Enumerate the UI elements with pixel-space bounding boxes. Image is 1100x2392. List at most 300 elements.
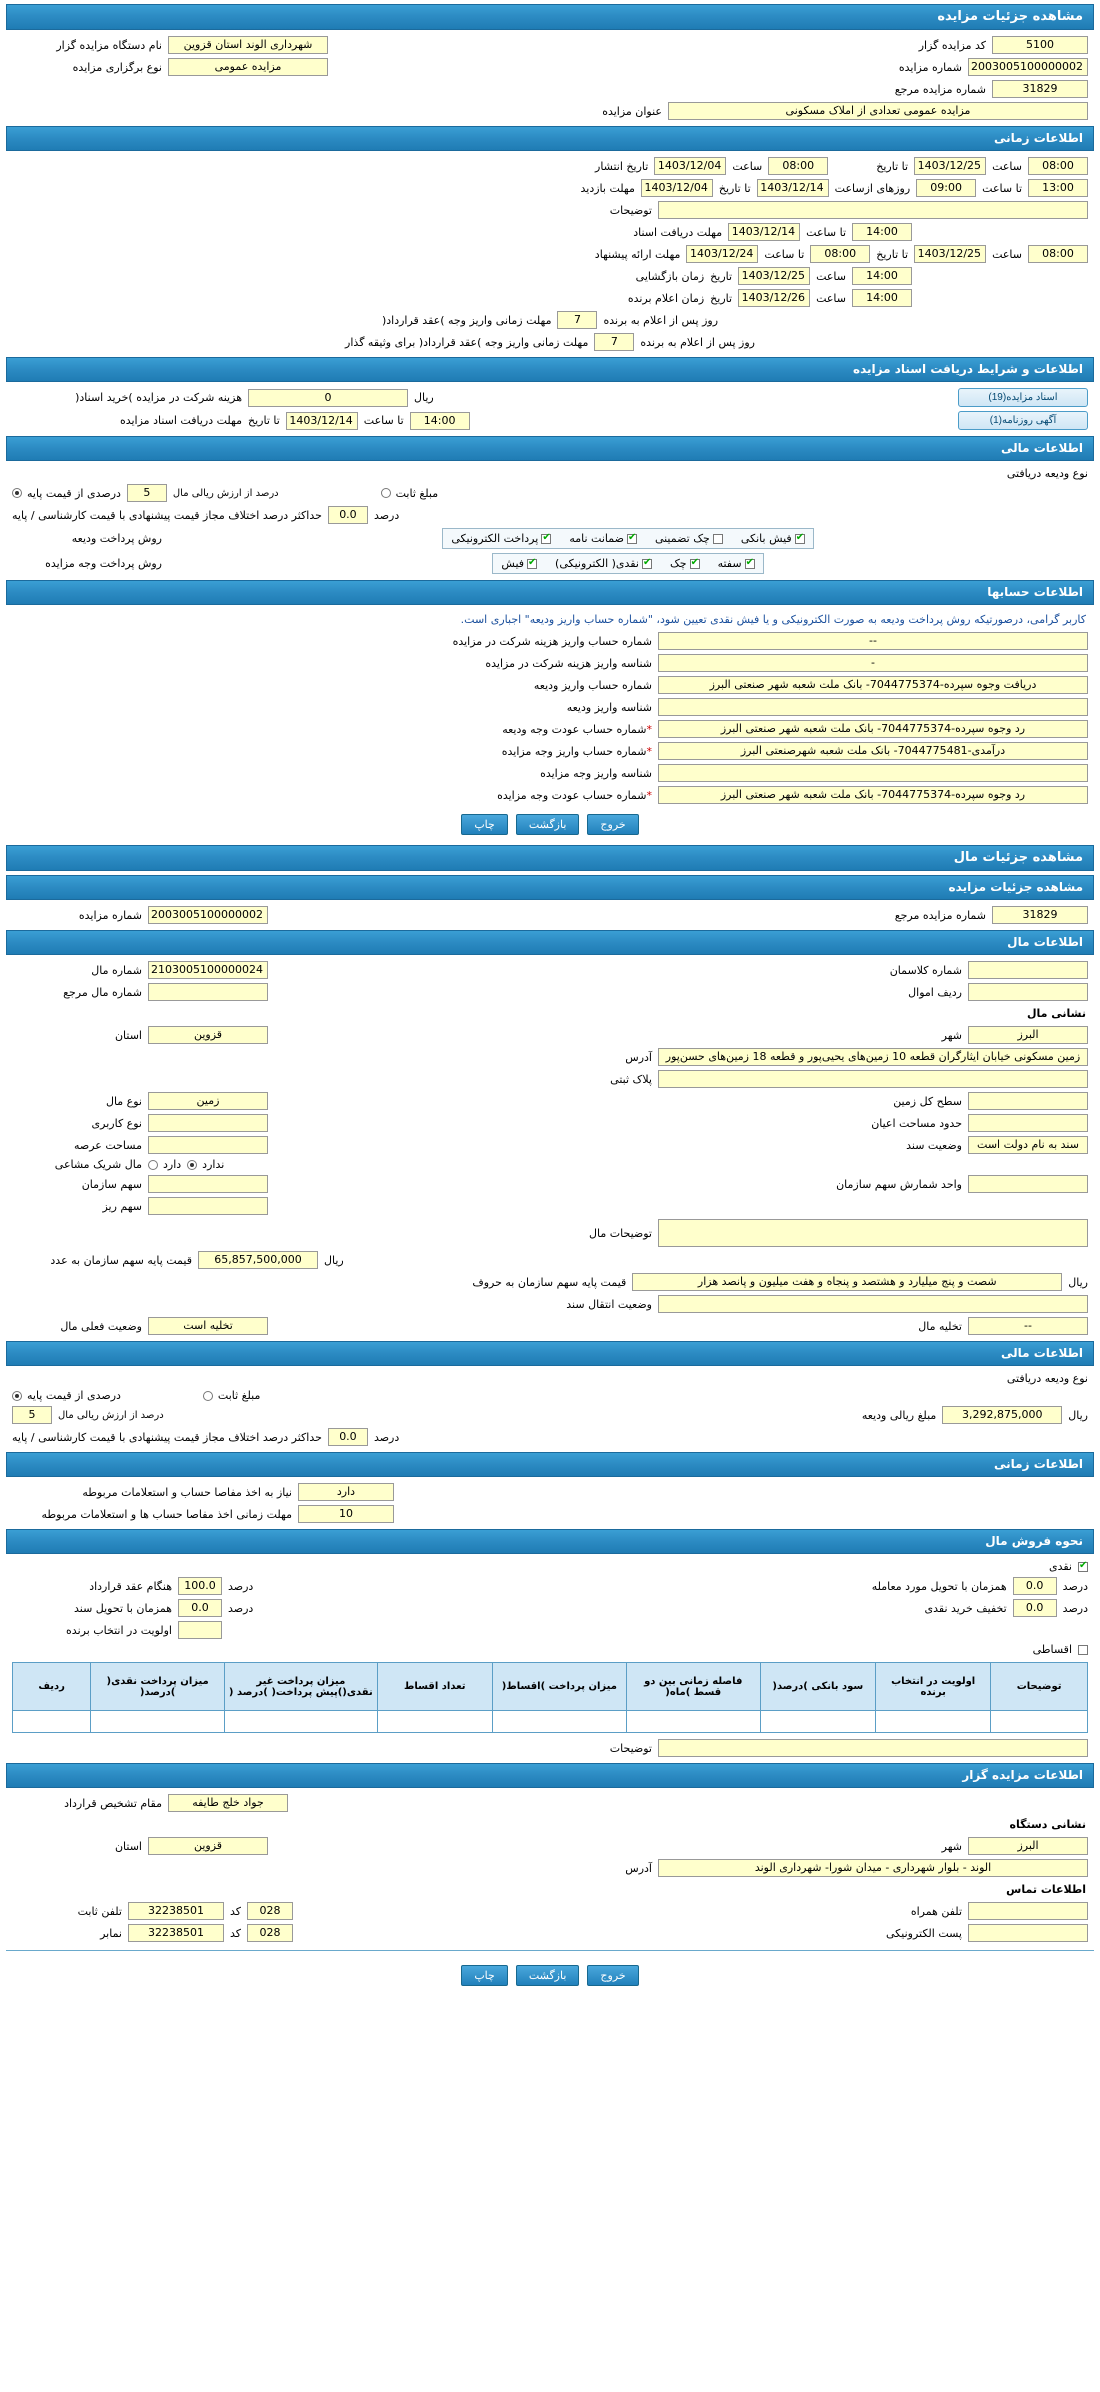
payment-method-row (6, 551, 1094, 576)
payment-method-cash-electronic[interactable] (555, 557, 652, 570)
section-header-property-details: مشاهده جزئیات مال (6, 845, 1094, 871)
cash-label: نقدی (1048, 1560, 1072, 1573)
priority-row (6, 1619, 1094, 1641)
account-value-0[interactable]: -- (658, 632, 1088, 650)
page-root (0, 4, 1100, 2004)
cell-desc (991, 1711, 1088, 1733)
docs-deadline-date-label: تا تاریخ (248, 414, 280, 427)
contract-row (6, 1575, 1094, 1597)
docs-deadline-label: مهلت دریافت اسناد مزایده (119, 414, 242, 427)
deposit-amount-currency: ریال (1068, 1408, 1088, 1422)
cell-priority (876, 1711, 991, 1733)
th-cash-payment: میزان پرداخت نقدی( )درصد( (91, 1663, 225, 1711)
back-button-bottom[interactable]: بازگشت (516, 1965, 580, 1986)
open-date[interactable]: 1403/12/25 (738, 267, 810, 285)
payment-method-check[interactable] (670, 557, 700, 570)
account-label-7: *شماره حساب عودت وجه مزایده (497, 788, 652, 802)
submit-to-hour[interactable]: 08:00 (810, 245, 870, 263)
cell-index (13, 1711, 91, 1733)
contract-value[interactable]: 100.0 (178, 1577, 222, 1595)
deposit-percent-row-2 (6, 1387, 1094, 1404)
table-row (13, 1711, 1088, 1733)
property-ref-label: شماره مال مرجع (63, 985, 142, 999)
property-basepricewords-label: قیمت پایه سهم سازمان به حروف (472, 1275, 627, 1289)
submit-until-date[interactable]: 1403/12/25 (914, 245, 986, 263)
property-number-value[interactable]: 2103005100000024 (148, 961, 268, 979)
property-evacuation-value[interactable]: -- (968, 1317, 1088, 1335)
account-value-3[interactable] (658, 698, 1088, 716)
deposit-method-group (442, 528, 813, 549)
property-desc-row (6, 1217, 1094, 1249)
auction-ref-value[interactable]: 31829 (992, 80, 1088, 98)
max-diff-unit: درصد (373, 508, 400, 522)
property-city-value[interactable]: البرز (968, 1026, 1088, 1044)
email-value[interactable] (968, 1924, 1088, 1942)
receive-row (6, 221, 1094, 243)
max-diff-label-2: حداکثر درصد اختلاف مجاز قیمت پیشنهادی با قیمت کارشناسی / پایه (12, 1430, 322, 1444)
payment-method-promissory[interactable] (718, 557, 755, 570)
auction-type-label: نوع برگزاری مزایده (72, 60, 162, 74)
account-row-7 (6, 784, 1094, 806)
fixed-amount-radio[interactable] (381, 488, 391, 498)
property-transferstatus-value[interactable] (658, 1295, 1088, 1313)
deposit-method-guarantee-letter[interactable] (569, 532, 637, 545)
account-label-2: شماره حساب واریز ودیعه (533, 678, 652, 692)
th-priority: اولویت در انتخاب برنده (876, 1663, 991, 1711)
publish-date[interactable]: 1403/12/04 (654, 157, 726, 175)
shared-none-option[interactable] (187, 1158, 224, 1171)
fixed-amount-option[interactable] (381, 487, 438, 500)
auction-number-value-2[interactable]: 2003005100000002 (148, 906, 268, 924)
delivery-value[interactable]: 0.0 (1013, 1577, 1057, 1595)
percent-base-radio[interactable] (12, 488, 22, 498)
visit-to-hour[interactable]: 13:00 (1028, 179, 1088, 197)
device-address-heading: نشانی دستگاه (1009, 1818, 1086, 1831)
priority-label: اولویت در انتخاب برنده (66, 1623, 172, 1637)
property-number-label: شماره مال (91, 963, 142, 977)
account-label-4-text: شماره حساب عودت وجه ودیعه (502, 722, 647, 736)
fax-value[interactable]: 32238501 (128, 1924, 224, 1942)
submit-date[interactable]: 1403/12/24 (686, 245, 758, 263)
property-postal-row (6, 1068, 1094, 1090)
property-orgshare-label: سهم سازمان (81, 1177, 142, 1191)
account-row-3 (6, 696, 1094, 718)
deposit-deadline-row (6, 309, 1094, 331)
authority-value[interactable]: جواد خلج طایفه (168, 1794, 288, 1812)
winner-label: زمان اعلام برنده (627, 291, 705, 305)
publish-until-hour[interactable]: 08:00 (1028, 157, 1088, 175)
auction-ref-label: شماره مزایده مرجع (894, 82, 986, 96)
receive-date[interactable]: 1403/12/14 (728, 223, 800, 241)
property-usage-value[interactable] (148, 1114, 268, 1132)
print-button-bottom[interactable]: چاپ (461, 1965, 508, 1986)
auctioneer-address-label: آدرس (625, 1861, 652, 1875)
back-button-top[interactable]: بازگشت (516, 814, 580, 835)
property-postal-label: پلاک ثبتی (610, 1072, 652, 1086)
account-label-3: شناسه واریز ودیعه (566, 700, 652, 714)
property-currentstatus-value[interactable]: تخلیه است (148, 1317, 268, 1335)
bank-receipt-label: فیش بانکی (740, 532, 792, 545)
exit-button-bottom[interactable]: خروج (587, 1965, 638, 1986)
max-diff-value-2[interactable]: 0.0 (328, 1428, 368, 1446)
max-diff-unit-2: درصد (373, 1430, 400, 1444)
auction-sub-row (6, 904, 1094, 926)
fixed-amount-label: مبلغ ثابت (395, 486, 439, 500)
authority-row (6, 1792, 1094, 1814)
sale-desc-value[interactable] (658, 1739, 1088, 1757)
percent-base-label: درصدی از قیمت پایه (27, 486, 121, 500)
submit-row (6, 243, 1094, 265)
open-hour[interactable]: 14:00 (852, 267, 912, 285)
deposit-deadline-value[interactable]: 7 (557, 311, 597, 329)
print-button-top[interactable]: چاپ (461, 814, 508, 835)
fixed-amount-label-2: مبلغ ثابت (217, 1389, 261, 1402)
deposit-percent-value-2[interactable]: 5 (12, 1406, 52, 1424)
account-value-4[interactable]: رد وجوه سپرده-7044775374- بانک ملت شعبه شهر صنعتی البرز (658, 720, 1088, 738)
deposit-method-guaranteed-check[interactable] (655, 532, 723, 545)
doc-value[interactable]: 0.0 (178, 1599, 222, 1617)
account-label-5-text: شماره حساب واریز وجه مزایده (501, 744, 647, 758)
check-checkbox[interactable] (690, 559, 700, 569)
property-baseprice-label: قیمت پایه سهم سازمان به عدد (50, 1253, 192, 1267)
property-docstatus-value[interactable]: سند به نام دولت است (968, 1136, 1088, 1154)
section-header-time-info: اطلاعات زمانی (6, 126, 1094, 151)
property-detailshare-row (6, 1195, 1094, 1217)
deposit-deadline2-suffix: روز پس از اعلام به برنده (640, 335, 755, 349)
property-postal-value[interactable] (658, 1070, 1088, 1088)
installment-label: اقساطی (1032, 1643, 1072, 1656)
percent-base-option-2[interactable] (12, 1389, 121, 1402)
property-address-row (6, 1046, 1094, 1068)
cell-cash-payment (91, 1711, 225, 1733)
account-label-7-text: شماره حساب عودت وجه مزایده (497, 788, 647, 802)
submit-label: مهلت ارائه پیشنهاد (594, 247, 681, 261)
guaranteed-check-checkbox[interactable] (713, 534, 723, 544)
exit-button-top[interactable]: خروج (587, 814, 638, 835)
property-type-value[interactable]: زمین (148, 1092, 268, 1110)
percent-base-option[interactable] (12, 487, 121, 500)
deposit-amount-value[interactable]: 3,292,875,000 (942, 1406, 1062, 1424)
sale-desc-row (6, 1737, 1094, 1759)
winner-hour-label: ساعت (816, 291, 846, 305)
publish-date-label: تاریخ انتشار (595, 159, 649, 173)
section-header-financial-info: اطلاعات مالی (6, 436, 1094, 461)
auction-org-row (6, 34, 1094, 56)
time-desc-value[interactable] (658, 201, 1088, 219)
docs-cost-value[interactable]: 0 (248, 389, 408, 407)
docs-currency-label: ریال (414, 391, 434, 404)
winner-date[interactable]: 1403/12/26 (738, 289, 810, 307)
authority-label: مقام تشخیص قرارداد (64, 1796, 162, 1810)
property-orgshare-value[interactable] (148, 1175, 268, 1193)
receive-label: مهلت دریافت اسناد (633, 225, 723, 239)
shared-none-radio[interactable] (187, 1160, 197, 1170)
section-header-time-info-2: اطلاعات زمانی (6, 1452, 1094, 1477)
visit-until-label: تا تاریخ (718, 181, 751, 195)
time-desc-row (6, 199, 1094, 221)
property-baseprice-row (6, 1249, 1094, 1271)
account-value-6[interactable] (658, 764, 1088, 782)
property-landarea-value[interactable] (968, 1092, 1088, 1110)
deposit-method-row (6, 526, 1094, 551)
payment-method-group (492, 553, 763, 574)
property-province-label: استان (114, 1028, 142, 1042)
property-desc-value[interactable] (658, 1219, 1088, 1247)
deposit-percent-row (6, 482, 1094, 504)
deposit-percent-value[interactable]: 5 (127, 484, 167, 502)
property-transferstatus-row (6, 1293, 1094, 1315)
section-header-auction-details: مشاهده جزئیات مزایده (6, 4, 1094, 30)
sale-method-section (6, 1558, 1094, 1759)
submit-hour2-label: ساعت (992, 247, 1022, 261)
payment-method-receipt[interactable] (501, 557, 537, 570)
property-desc-label: توضیحات مال (589, 1226, 652, 1240)
auctioneer-address-value[interactable]: الوند - بلوار شهرداری - میدان شورا- شهرداری الوند (658, 1859, 1088, 1877)
docs-deadline-hour-label: تا ساعت (363, 414, 404, 427)
receipt-checkbox[interactable] (527, 559, 537, 569)
visit-to-label: تا ساعت (982, 181, 1022, 195)
th-desc: توضیحات (991, 1663, 1088, 1711)
max-diff-row-2 (6, 1426, 1094, 1448)
property-countunit-value[interactable] (968, 1175, 1088, 1193)
max-diff-value[interactable]: 0.0 (328, 506, 368, 524)
deposit-amount-row (6, 1404, 1094, 1426)
publish-until-date[interactable]: 1403/12/25 (914, 157, 986, 175)
account-row-6 (6, 762, 1094, 784)
delivery-label: همزمان با تحویل مورد معامله (871, 1579, 1007, 1593)
check-label: چک (669, 557, 687, 570)
property-transferstatus-label: وضعیت انتقال سند (566, 1297, 652, 1311)
shared-has-label: دارد (163, 1158, 182, 1171)
auctioneer-city-label: شهر (941, 1839, 962, 1853)
promissory-checkbox[interactable] (745, 559, 755, 569)
phone-code-label: کد (230, 1904, 242, 1918)
priority-value[interactable] (178, 1621, 222, 1639)
guarantee-letter-checkbox[interactable] (627, 534, 637, 544)
property-currentstatus-row (6, 1315, 1094, 1337)
property-countunit-label: واحد شمارش سهم سازمان (836, 1177, 962, 1191)
auction-code-value[interactable]: 5100 (992, 36, 1088, 54)
cash-electronic-checkbox[interactable] (642, 559, 652, 569)
property-province-value[interactable]: قزوین (148, 1026, 268, 1044)
time-desc-label: توضیحات (609, 203, 652, 217)
auction-number-value[interactable]: 2003005100000002 (968, 58, 1088, 76)
cell-interval (626, 1711, 760, 1733)
account-row-2 (6, 674, 1094, 696)
property-buildarea-value[interactable] (968, 1114, 1088, 1132)
th-installment-payment: میزان پرداخت )اقساط( (492, 1663, 626, 1711)
max-diff-row (6, 504, 1094, 526)
deposit-deadline-label: مهلت زمانی واریز وجه )عقد قرارداد( (381, 313, 552, 327)
percent-desc-2: درصد از ارزش ریالی مال (58, 1409, 164, 1421)
visit-until-date[interactable]: 1403/12/14 (757, 179, 829, 197)
auction-sub-section (6, 904, 1094, 926)
top-button-bar (6, 806, 1094, 841)
auctioneer-province-value[interactable]: قزوین (148, 1837, 268, 1855)
account-label-4: *شماره حساب عودت وجه ودیعه (502, 722, 652, 736)
account-value-2[interactable]: دریافت وجوه سپرده-7044775374- بانک ملت شعبه شهر صنعتی البرز (658, 676, 1088, 694)
fax-row (6, 1922, 1094, 1944)
property-row-value[interactable] (968, 983, 1088, 1001)
docs-deadline-date[interactable]: 1403/12/14 (286, 412, 358, 430)
account-value-5[interactable]: درآمدی-7044775481- بانک ملت شعبه شهرصنعتی البرز (658, 742, 1088, 760)
auctioneer-city-value[interactable]: البرز (968, 1837, 1088, 1855)
section-header-docs-info: اطلاعات و شرایط دریافت اسناد مزایده (6, 357, 1094, 382)
property-row-label: ردیف اموال (908, 985, 962, 999)
account-label-6: شناسه واریز وجه مزایده (540, 766, 652, 780)
th-interval: فاصله زمانی بین دو قسط )ماه( (626, 1663, 760, 1711)
auction-code-label: کد مزایده گزار (918, 38, 986, 52)
installment-table-header-row (13, 1663, 1088, 1711)
fixed-amount-radio-2[interactable] (203, 1391, 213, 1401)
docs-deadline-hour[interactable]: 14:00 (410, 412, 470, 430)
phone-code-value[interactable]: 028 (247, 1902, 293, 1920)
need-clearance-value[interactable]: دارد (298, 1483, 394, 1501)
docs-info-section (6, 386, 1094, 432)
clearance-duration-label: مهلت زمانی اخذ مفاصا حساب ها و استعلامات مربوطه (41, 1507, 292, 1521)
shared-none-label: ندارد (202, 1158, 225, 1171)
property-area-value[interactable] (148, 1136, 268, 1154)
cash-electronic-label: نقدی( الکترونیکی) (555, 557, 639, 570)
property-address-value[interactable]: زمین مسکونی خیابان ایثارگران قطعه 10 زمین‌های یحیی‌پور و قطعه 18 زمین‌های حسن‌پور (658, 1048, 1088, 1066)
max-diff-label: حداکثر درصد اختلاف مجاز قیمت پیشنهادی با قیمت کارشناسی / پایه (12, 508, 322, 522)
deposit-type-label: نوع ودیعه دریافتی (1006, 467, 1088, 480)
class-number-value[interactable] (968, 961, 1088, 979)
property-evacuation-label: تخلیه مال (918, 1319, 962, 1333)
property-currency-2: ریال (1068, 1275, 1088, 1289)
payment-method-label: روش پرداخت وجه مزایده (45, 557, 162, 570)
docs-deadline-row (6, 409, 1094, 432)
publish-hour-label: ساعت (732, 159, 763, 173)
submit-hour2[interactable]: 08:00 (1028, 245, 1088, 263)
shared-has-option[interactable] (148, 1158, 181, 1171)
clearance-duration-row (6, 1503, 1094, 1525)
deposit-deadline2-value[interactable]: 7 (594, 333, 634, 351)
account-row-5 (6, 740, 1094, 762)
deposit-method-electronic[interactable] (451, 532, 551, 545)
class-number-label: شماره کلاسمان (889, 963, 962, 977)
auction-org-value[interactable]: شهرداری الوند استان قزوین (168, 36, 328, 54)
property-area-label: مساحت عرصه (73, 1138, 142, 1152)
docs-cost-label: هزینه شرکت در مزایده )خرید اسناد( (75, 391, 242, 404)
th-installment-count: تعداد اقساط (377, 1663, 492, 1711)
cash-discount-value[interactable]: 0.0 (1013, 1599, 1057, 1617)
th-bank-profit: سود بانکی )درصد( (760, 1663, 875, 1711)
open-hour-label: ساعت (816, 269, 846, 283)
property-basepricewords-value[interactable]: شصت و پنج میلیارد و هشتصد و پنجاه و هفت میلیون و پانصد هزار (632, 1273, 1062, 1291)
percent-desc: درصد از ارزش ریالی مال (172, 487, 279, 499)
clearance-duration-value[interactable]: 10 (298, 1505, 394, 1523)
property-orgshare-row (6, 1173, 1094, 1195)
visit-from-hour[interactable]: 09:00 (916, 179, 976, 197)
property-buildarea-label: حدود مساحت اعیان (871, 1116, 962, 1130)
deposit-type-label-2: نوع ودیعه دریافتی (1006, 1372, 1088, 1385)
property-detailshare-label: سهم ریز (102, 1199, 142, 1213)
newspaper-ad-button[interactable]: آگهی روزنامه(1) (958, 411, 1088, 430)
open-date-label: تاریخ (710, 269, 733, 283)
property-ref-value[interactable] (148, 983, 268, 1001)
visit-date[interactable]: 1403/12/04 (641, 179, 713, 197)
fax-code-value[interactable]: 028 (247, 1924, 293, 1942)
property-currency: ریال (324, 1253, 344, 1267)
sale-desc-label: توضیحات (609, 1741, 652, 1755)
property-info-section (6, 959, 1094, 1337)
auction-title-label: عنوان مزایده (602, 104, 662, 118)
percent-base-label-2: درصدی از قیمت پایه (27, 1389, 121, 1402)
publish-hour[interactable]: 08:00 (768, 157, 828, 175)
property-usage-row (6, 1112, 1094, 1134)
deposit-type-row (6, 465, 1094, 482)
account-row-1 (6, 652, 1094, 674)
property-type-label: نوع مال (105, 1094, 142, 1108)
bank-receipt-checkbox[interactable] (795, 534, 805, 544)
shared-has-radio[interactable] (148, 1160, 158, 1170)
property-shared-row (6, 1156, 1094, 1173)
property-baseprice-value[interactable]: 65,857,500,000 (198, 1251, 318, 1269)
auction-documents-button[interactable]: اسناد مزایده(19) (958, 388, 1088, 407)
property-province-row (6, 1024, 1094, 1046)
property-basepricewords-row (6, 1271, 1094, 1293)
account-label-1: شناسه واریز هزینه شرکت در مزایده (485, 656, 652, 670)
cash-checkbox[interactable] (1078, 1562, 1088, 1572)
property-address-heading: نشانی مال (1026, 1007, 1086, 1020)
deposit-deadline2-label: مهلت زمانی واریز وجه )عقد قرارداد( برای وثیقه گذار (345, 335, 589, 349)
auction-type-value[interactable]: مزایده عمومی (168, 58, 328, 76)
publish-until-hour-label: ساعت (992, 159, 1022, 173)
section-header-financial-info-2: اطلاعات مالی (6, 1341, 1094, 1366)
auction-number-label-2: شماره مزایده (78, 908, 142, 922)
electronic-payment-checkbox[interactable] (541, 534, 551, 544)
deposit-type-row-2 (6, 1370, 1094, 1387)
mobile-label: تلفن همراه (910, 1904, 962, 1918)
guaranteed-check-label: چک تضمینی (654, 532, 710, 545)
account-value-7[interactable]: رد وجوه سپرده-7044775374- بانک ملت شعبه شهر صنعتی البرز (658, 786, 1088, 804)
phone-value[interactable]: 32238501 (128, 1902, 224, 1920)
account-value-1[interactable]: - (658, 654, 1088, 672)
auction-details-section (6, 34, 1094, 122)
electronic-payment-label: پرداخت الکترونیکی (451, 532, 539, 545)
property-detailshare-value[interactable] (148, 1197, 268, 1215)
cell-installment-count (377, 1711, 492, 1733)
installment-table (12, 1662, 1088, 1733)
property-docstatus-label: وضعیت سند (906, 1138, 962, 1152)
auctioneer-address-row (6, 1857, 1094, 1879)
th-noncash-payment: میزان پرداخت غیر نقدی()پیش پرداخت( )درصد ( (225, 1663, 378, 1711)
winner-row (6, 287, 1094, 309)
publish-until-label: تا تاریخ (876, 159, 909, 173)
deposit-deadline2-row (6, 331, 1094, 353)
auction-ref-value-2[interactable]: 31829 (992, 906, 1088, 924)
section-header-account-info: اطلاعات حسابها (6, 580, 1094, 605)
submit-until-label: تا تاریخ (876, 247, 909, 261)
auction-title-value[interactable]: مزایده عمومی تعدادی از املاک مسکونی (668, 102, 1088, 120)
docs-cost-row (6, 386, 1094, 409)
section-header-auctioneer-info: اطلاعات مزایده گزار (6, 1763, 1094, 1788)
property-currentstatus-label: وضعیت فعلی مال (60, 1319, 142, 1333)
deposit-method-bank-receipt[interactable] (741, 532, 805, 545)
auction-number-label: شماره مزایده (898, 60, 962, 74)
receive-to-hour[interactable]: 14:00 (852, 223, 912, 241)
property-number-row (6, 959, 1094, 981)
mobile-value[interactable] (968, 1902, 1088, 1920)
installment-checkbox[interactable] (1078, 1645, 1088, 1655)
fixed-amount-option-2[interactable] (203, 1389, 260, 1402)
winner-date-label: تاریخ (710, 291, 733, 305)
percent-base-radio-2[interactable] (12, 1391, 22, 1401)
delivery-unit: درصد (1062, 1579, 1088, 1593)
winner-hour[interactable]: 14:00 (852, 289, 912, 307)
property-ref-row (6, 981, 1094, 1003)
